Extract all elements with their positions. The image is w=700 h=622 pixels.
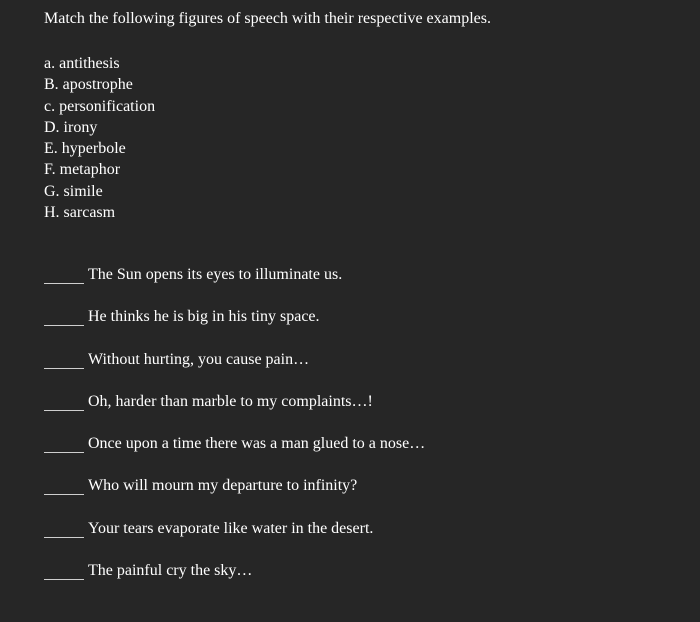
answer-blank[interactable] (44, 351, 84, 369)
option-item-g: G. simile (44, 182, 103, 200)
answer-blank[interactable] (44, 393, 84, 411)
matching-item (44, 308, 425, 350)
option-item-e: E. hyperbole (44, 140, 126, 158)
option-item-b: B. apostrophe (44, 76, 133, 94)
matching-item (44, 477, 425, 519)
matching-item (44, 351, 425, 393)
answer-blank[interactable] (44, 308, 84, 326)
matching-item (44, 266, 425, 308)
option-item-d: D. irony (44, 118, 98, 136)
matching-items-list (44, 266, 425, 604)
answer-blank[interactable] (44, 562, 84, 580)
option-item-a: a. antithesis (44, 55, 120, 72)
answer-blank[interactable] (44, 266, 84, 284)
example-sentence: Oh, harder than marble to my complaints…! (88, 392, 373, 410)
example-sentence: He thinks he is big in his tiny space. (88, 308, 320, 326)
example-sentence: Who will mourn my departure to infinity? (88, 477, 358, 495)
example-sentence: Without hurting, you cause pain… (88, 350, 310, 368)
matching-item (44, 562, 425, 604)
options-list (44, 53, 155, 223)
answer-blank[interactable] (44, 477, 84, 495)
example-sentence: The Sun opens its eyes to illuminate us. (88, 266, 343, 283)
answer-blank[interactable] (44, 520, 84, 538)
matching-item (44, 393, 425, 435)
option-item-c: c. personification (44, 97, 156, 115)
example-sentence: Your tears evaporate like water in the desert. (88, 519, 374, 537)
matching-item (44, 435, 425, 477)
option-item-f: F. metaphor (44, 161, 121, 179)
option-item-h: H. sarcasm (44, 204, 116, 222)
example-sentence: The painful cry the sky… (88, 562, 253, 580)
question-title: Match the following figures of speech with their respective examples. (44, 10, 491, 27)
example-sentence: Once upon a time there was a man glued to a nose… (88, 435, 426, 453)
matching-item (44, 520, 425, 562)
answer-blank[interactable] (44, 435, 84, 453)
